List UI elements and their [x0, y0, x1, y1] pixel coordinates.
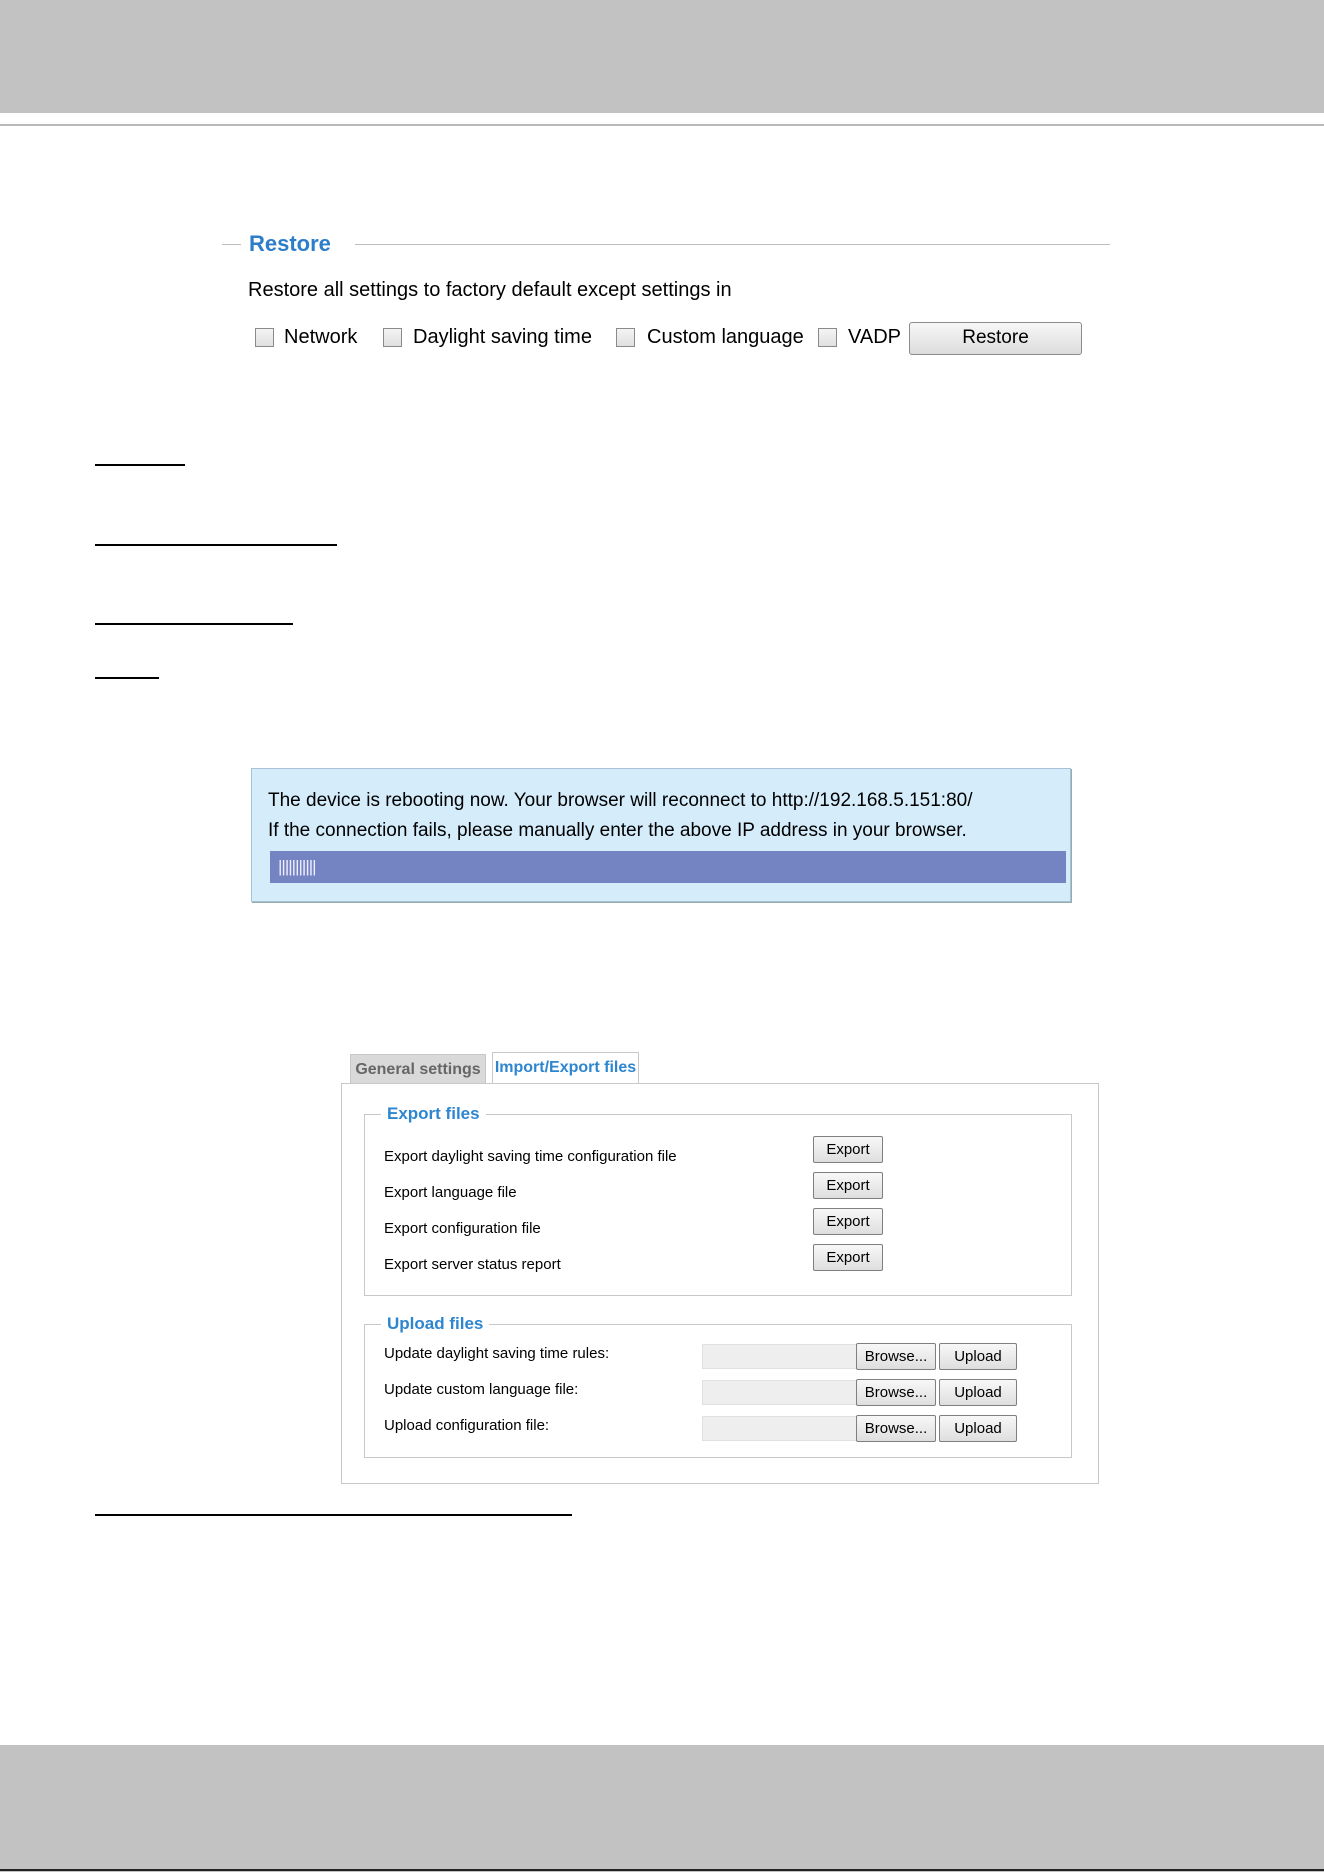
export-dst-button[interactable]: Export [813, 1136, 883, 1163]
import-export-panel [341, 1083, 1099, 1484]
heading-underline-5 [95, 1514, 572, 1516]
legend-line-right [355, 244, 1110, 245]
restore-button[interactable]: Restore [909, 322, 1082, 355]
header-rule [0, 124, 1324, 126]
export-language-label: Export language file [384, 1184, 517, 1201]
export-dst-label: Export daylight saving time configuration file [384, 1148, 677, 1165]
restore-options-row [222, 320, 1110, 356]
config-browse-button[interactable]: Browse... [856, 1415, 936, 1442]
reboot-message: The device is rebooting now. Your browser will reconnect to http://192.168.5.151:80/ [268, 790, 973, 811]
tab-import-export-files[interactable]: Import/Export files [492, 1052, 639, 1085]
custom-language-label: Custom language [647, 326, 804, 348]
reboot-progress-bar [270, 851, 1066, 883]
language-browse-button[interactable]: Browse... [856, 1379, 936, 1406]
progress-ticks: ||||||||||| [278, 857, 316, 876]
heading-underline-4 [95, 677, 159, 679]
network-checkbox[interactable] [255, 328, 274, 347]
language-file-field[interactable] [702, 1380, 857, 1405]
export-status-report-label: Export server status report [384, 1256, 561, 1273]
export-language-button[interactable]: Export [813, 1172, 883, 1199]
daylight-saving-checkbox[interactable] [383, 328, 402, 347]
daylight-saving-label: Daylight saving time [413, 326, 592, 348]
heading-underline-2 [95, 544, 337, 546]
legend-line-left [222, 244, 241, 245]
dst-browse-button[interactable]: Browse... [856, 1343, 936, 1370]
upload-config-label: Upload configuration file: [384, 1417, 550, 1434]
vadp-checkbox[interactable] [818, 328, 837, 347]
reboot-notice [251, 768, 1071, 902]
upload-dst-label: Update daylight saving time rules: [384, 1345, 610, 1362]
restore-section [222, 228, 1110, 358]
vadp-label: VADP [848, 326, 901, 348]
custom-language-checkbox[interactable] [616, 328, 635, 347]
footer-rule [0, 1869, 1324, 1871]
upload-files-group [364, 1314, 1072, 1458]
upload-language-label: Update custom language file: [384, 1381, 579, 1398]
export-status-report-button[interactable]: Export [813, 1244, 883, 1271]
heading-underline-1 [95, 464, 185, 466]
export-files-title: Export files [381, 1103, 486, 1125]
export-files-group [364, 1104, 1072, 1296]
tab-general-settings[interactable]: General settings [350, 1054, 486, 1085]
header-band [0, 0, 1324, 113]
restore-description: Restore all settings to factory default except settings in [248, 279, 732, 301]
restore-title: Restore [249, 231, 331, 256]
language-upload-button[interactable]: Upload [939, 1379, 1017, 1406]
export-config-label: Export configuration file [384, 1220, 541, 1237]
dst-file-field[interactable] [702, 1344, 857, 1369]
dst-upload-button[interactable]: Upload [939, 1343, 1017, 1370]
network-label: Network [284, 326, 358, 348]
export-config-button[interactable]: Export [813, 1208, 883, 1235]
footer-band [0, 1745, 1324, 1872]
heading-underline-3 [95, 623, 293, 625]
reboot-instructions: If the connection fails, please manually enter the above IP address in your browser. [268, 820, 967, 841]
config-upload-button[interactable]: Upload [939, 1415, 1017, 1442]
config-file-field[interactable] [702, 1416, 857, 1441]
upload-files-title: Upload files [381, 1313, 489, 1335]
